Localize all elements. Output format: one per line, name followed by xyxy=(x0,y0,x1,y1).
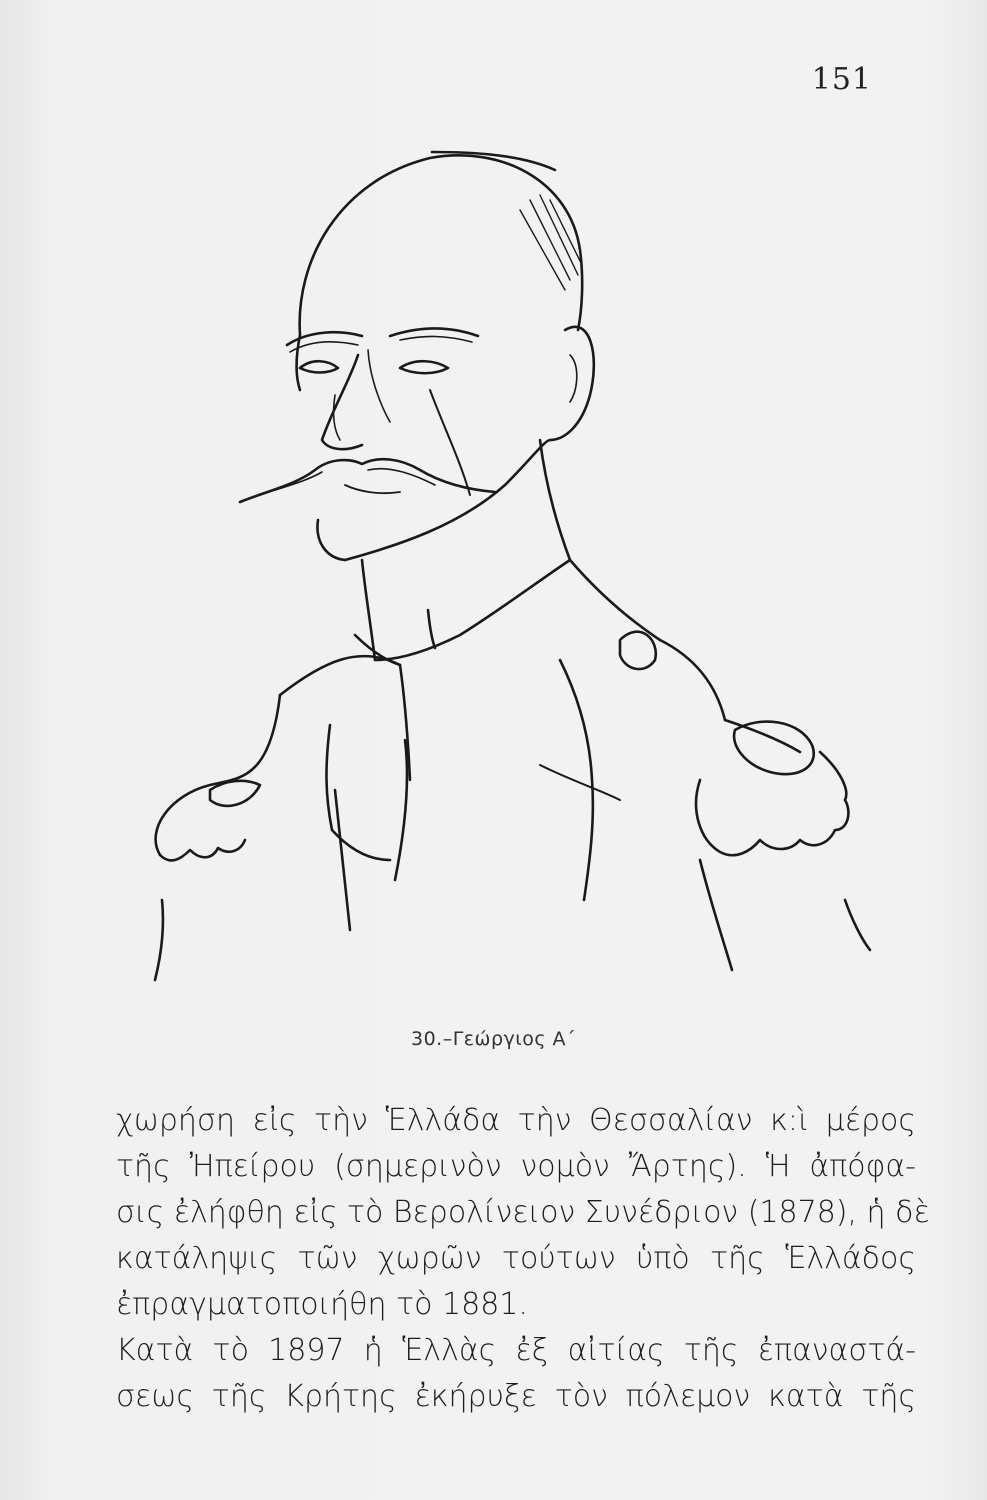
text-line: τῆς Ἠπείρου (σημερινὸν νομὸν Ἄρτης). Ἡ ἀπόφα- xyxy=(116,1149,916,1184)
line-drawing-portrait xyxy=(100,140,890,1010)
portrait-illustration xyxy=(100,140,890,1010)
text-line: σεως τῆς Κρήτης ἐκήρυξε τὸν πόλεμον κατὰ τῆς xyxy=(116,1379,916,1414)
text-line: Κατὰ τὸ 1897 ἡ Ἑλλὰς ἐξ αἰτίας τῆς ἐπαναστά- xyxy=(116,1333,916,1368)
text-line: χωρήση εἰς τὴν Ἑλλάδα τὴν Θεσσαλίαν κ:ὶ μέρος xyxy=(116,1103,916,1138)
body-text xyxy=(116,1098,930,1420)
page-number: 151 xyxy=(811,62,872,97)
text-line: ἐπραγματοποιήθη τὸ 1881. xyxy=(116,1287,528,1322)
text-line: κατάληψις τῶν χωρῶν τούτων ὑπὸ τῆς Ἑλλάδος xyxy=(116,1241,916,1276)
text-line: σις ἐλήφθη εἰς τὸ Βερολίνειον Συνέδριον (1878), ἡ δὲ xyxy=(116,1195,930,1230)
figure-caption: 30.–Γεώργιος Α΄ xyxy=(410,1028,577,1050)
